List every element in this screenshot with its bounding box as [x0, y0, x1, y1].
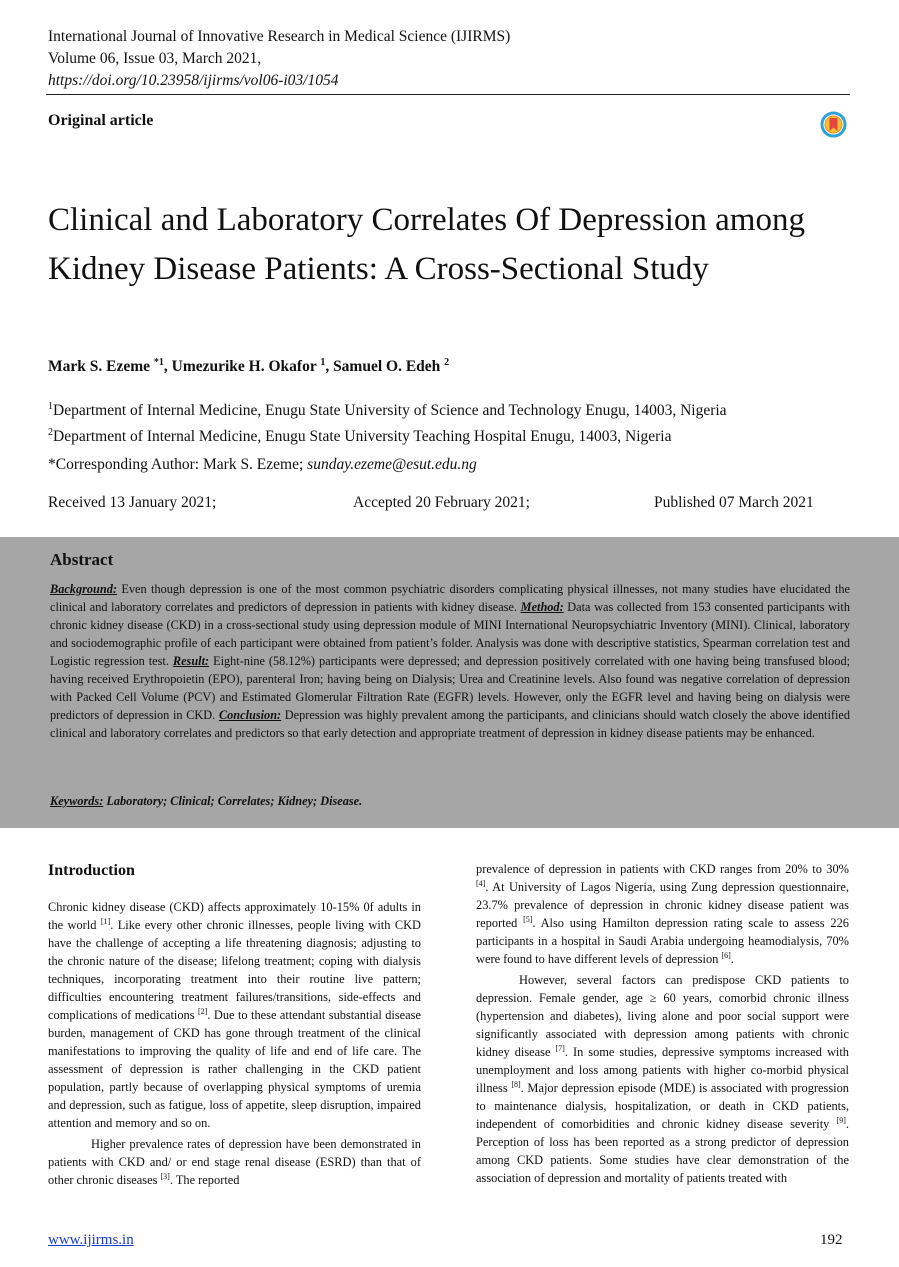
corresponding-label: *Corresponding Author: Mark S. Ezeme; [48, 456, 304, 473]
website-link[interactable]: www.ijirms.in [48, 1232, 134, 1248]
corresponding-author [48, 456, 477, 474]
keywords-text: Laboratory; Clinical; Correlates; Kidney; Disease. [106, 794, 363, 808]
paragraph-text: prevalence of depression in patients with CKD ranges from 20% to 30% [476, 862, 849, 876]
affiliation-mark: 1 [48, 401, 53, 412]
affiliation-text: Department of Internal Medicine, Enugu State University of Science and Technology Enugu, 14003, Nigeria [53, 402, 727, 420]
paragraph-text: . Major depression episode (MDE) is associated with progression to maintenance dialysis, hospitalization, or death in CKD patients, independent of comorbidities and chronic kidney disease severity [476, 1081, 849, 1131]
result-label: Result: [172, 654, 210, 668]
citation[interactable]: [2] [198, 1006, 208, 1016]
affiliations [48, 396, 727, 448]
intro-paragraph [48, 898, 421, 1132]
author-separator: , [163, 358, 172, 376]
article-type: Original article [48, 112, 154, 129]
paragraph-text: . Perception of loss has been reported as a strong predictor of depression among CKD patients. Some studies have clear demonstration of the association of depression and mortality of patients treated with [476, 1117, 849, 1185]
body-column-right [476, 860, 849, 1187]
citation[interactable]: [3] [160, 1171, 170, 1181]
paragraph-text: . In some studies, depressive symptoms increased with unemployment and loss among patients with higher co-morbid physical illness [476, 1045, 850, 1095]
author-name: Samuel O. Edeh [333, 358, 441, 376]
intro-paragraph [476, 860, 849, 968]
corresponding-email[interactable]: sunday.ezeme@esut.edu.ng [307, 456, 477, 473]
method-label: Method: [520, 600, 564, 614]
introduction-heading: Introduction [48, 862, 135, 879]
citation[interactable]: [1] [100, 916, 111, 926]
body-column-left [48, 898, 421, 1189]
author-affil-mark: *1 [153, 357, 164, 368]
journal-name: International Journal of Innovative Research in Medical Science (IJIRMS) [48, 28, 511, 45]
author-list [48, 357, 449, 376]
abstract-heading: Abstract [50, 550, 114, 569]
background-text: Even though depression is one of the most common psychiatric disorders complicating physical illnesses, not many studies have elucidated the clinical and laboratory correlates and predictors of depression in patients with kidney disease. [50, 582, 850, 614]
result-text: Eight-nine (58.12%) participants were depressed; and depression positively correlated with one having being transfused blood; having received Erythropoietin (EPO), parenteral Iron; having being on Dialysis; Urea and Creatinine levels. Also found was negative correlation of depression with Packed Cell Volume (PCV) and Estimated Glomerular Filtration Rate (EGFR) levels. However, only the EGFR level and having being on dialysis were predictors of depression in CKD. [50, 654, 851, 722]
page-number: 192 [820, 1232, 843, 1248]
paragraph-text: . Due to these attendant substantial disease burden, management of CKD has gone through treatment of the clinical manifestations to improving the quality of life and end of life care. The assessment of depression is rather challenging in the CKD patient population, partly because of overlapping physical symptoms of uremia and depression, such as fatigue, loss of appetite, sleep disruption, impaired attention and memory and so on. [48, 1008, 421, 1130]
paragraph-text: . At University of Lagos Nigeria, using Zung depression questionnaire, 23.7% prevalence of depression in chronic kidney disease patient was reported [476, 880, 849, 930]
citation[interactable]: [9] [836, 1115, 846, 1125]
affiliation-line [48, 422, 727, 448]
paragraph-text: Higher prevalence rates of depression have been demonstrated in patients with CKD and/ or end stage renal disease (ESRD) than that of other chronic diseases [48, 1137, 421, 1187]
article-title: Clinical and Laboratory Correlates Of Depression among Kidney Disease Patients: A Cross-Sectional Study [48, 202, 805, 287]
paragraph-text: Chronic kidney disease (CKD) affects approximately 10-15% 0f adults in the world [48, 900, 421, 932]
background-label: Background: [50, 582, 117, 596]
journal-volume: Volume 06, Issue 03, March 2021, [48, 50, 262, 67]
author-name: Mark S. Ezeme [48, 358, 151, 376]
paragraph-text: . [730, 952, 734, 966]
citation[interactable]: [5] [523, 914, 533, 924]
paragraph-text: However, several factors can predispose CKD patients to depression. Female gender, age ≥ 60 years, comorbid chronic illness (hypertension and diabetes), living alone and poor social support were significantly associated with depression among patients with chronic kidney disease [476, 973, 849, 1059]
affiliation-text: Department of Internal Medicine, Enugu State University Teaching Hospital Enugu, 14003, Nigeria [53, 428, 672, 446]
author-separator: , [325, 358, 334, 376]
method-text: Data was collected from 153 consented participants with chronic kidney disease (CKD) in a cross-sectional study using depression module of MINI International Neuropsychiatric Inventory (MINI). Clinical, laboratory and sociodemographic profile of each participant were obtained from patient’s folder. Analysis was done with descriptive statistics, Spearman correlation test and Logistic regression test. [50, 600, 850, 668]
abstract-body [50, 580, 850, 742]
crossmark-icon[interactable] [820, 111, 847, 138]
paragraph-text: . Like every other chronic illnesses, people living with CKD have the challenge of accepting a life threatening diagnosis; adjusting to the chronic nature of the disease; lifelong treatment; coping with dialysis techniques, incorporating treatment into their routine live pattern; difficulties encountering treatment failures/transitions, side-effects and complications of medications [48, 918, 421, 1022]
paragraph-text: . The reported [169, 1173, 240, 1187]
keywords-label: Keywords: [50, 794, 104, 808]
intro-paragraph [476, 971, 849, 1187]
doi-link[interactable]: https://doi.org/10.23958/ijirms/vol06-i03/1054 [48, 72, 339, 89]
citation[interactable]: [4] [476, 878, 486, 888]
author-affil-mark: 2 [444, 357, 450, 368]
citation[interactable]: [8] [511, 1079, 521, 1089]
conclusion-text: Depression was highly prevalent among the participants, and clinicians should watch closely the above identified clinical and laboratory correlates and predictors so that early detection and appropriate treatment of depression in kidney disease patients may be enhanced. [50, 708, 851, 740]
published-date: Published 07 March 2021 [654, 494, 814, 511]
header-divider [46, 94, 850, 95]
affiliation-mark: 2 [48, 427, 53, 439]
accepted-date: Accepted 20 February 2021; [353, 494, 530, 511]
journal-header [48, 26, 848, 92]
keywords [50, 794, 362, 809]
citation[interactable]: [7] [555, 1043, 565, 1053]
author-affil-mark: 1 [320, 357, 326, 368]
author-name: Umezurike H. Okafor [171, 358, 317, 376]
affiliation-line [48, 396, 727, 422]
conclusion-label: Conclusion: [218, 708, 282, 722]
received-date: Received 13 January 2021; [48, 494, 217, 511]
intro-paragraph [48, 1135, 421, 1189]
paragraph-text: . Also using Hamilton depression rating scale to assess 226 participants in a hospital in Saudi Arabia undergoing heamodialysis, 70% were found to have different levels of depression [476, 916, 849, 966]
citation[interactable]: [6] [721, 950, 731, 960]
